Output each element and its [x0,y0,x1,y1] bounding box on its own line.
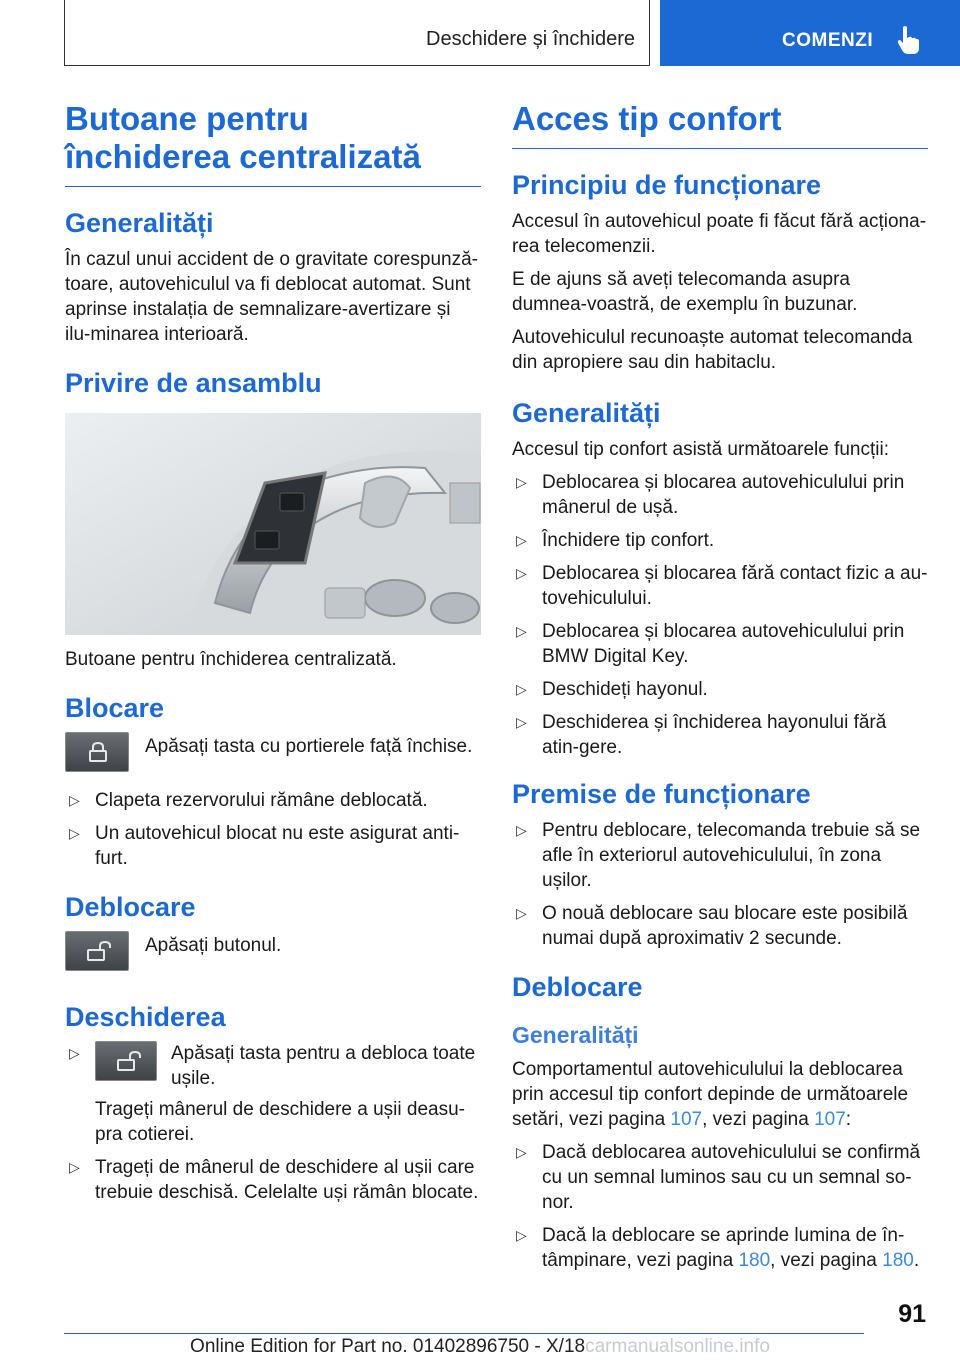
triangle-bullet-icon: ▷ [516,1144,527,1160]
general-text: În cazul unui accident de o gravitate corespunză-toare, autovehiculul va fi deblocat automat. Sunt aprinse instalația de semnalizare-avertizare și ilu-minarea interioară. [65,249,478,345]
page-link-180[interactable]: 180 [882,1250,914,1271]
list-item [65,1041,481,1147]
list-item: ▷ Deschiderea și închiderea hayonului fără atin-gere. [516,712,887,758]
triangle-bullet-icon: ▷ [516,623,527,639]
list-item: ▷ Deblocarea și blocarea fără contact fizic a au-tovehiculului. [516,563,928,609]
triangle-bullet-icon: ▷ [516,822,527,838]
lock-bullets [65,788,481,871]
title-divider [65,186,481,187]
heading-general-comfort: Generalități [512,398,661,428]
list-item: ▷ O nouă deblocare sau blocare este posibilă numai după aproximativ 2 secunde. [516,903,908,949]
page-link-107[interactable]: 107 [670,1109,703,1130]
unlock-settings-text: Comportamentul autovehiculului la deblocarea prin accesul tip confort depinde de următoarele setări, vezi pagina 107, vezi pagina 107: [512,1059,909,1130]
open-step-1: Apăsați tasta pentru a debloca toate ușile. [171,1043,476,1089]
list-item: ▷ Deblocarea și blocarea autovehiculului prin BMW Digital Key. [516,621,905,667]
section-box [64,0,650,66]
list-item: ▷ Pentru deblocare, telecomanda trebuie să se afle în exteriorul autovehiculului, în zona ușilor. [516,820,921,891]
tab-comenzi[interactable] [660,0,960,66]
subheading-general: Generalități [512,1022,639,1048]
tab-label: COMENZI [782,30,874,51]
heading-lock: Blocare [65,693,165,723]
open-step-1-sub: Trageți mânerul de deschidere a ușii deasu-pra cotierei. [95,1099,465,1145]
triangle-bullet-icon: ▷ [516,1227,527,1243]
open-bullets [65,1041,481,1205]
photo-caption: Butoane pentru închiderea centralizată. [65,649,397,670]
list-item: ▷ Clapeta rezervorului rămâne deblocată. [69,790,428,811]
list-item: ▷ Un autovehicul blocat nu este asigurat anti-furt. [69,823,460,869]
heading-unlock-comfort: Deblocare [512,972,643,1002]
section-title-central-locking: Butoane pentru închiderea centralizată [65,100,421,175]
list-item: ▷ Închidere tip confort. [516,530,715,551]
premises-list [512,818,928,951]
page-link-180[interactable]: 180 [738,1250,771,1271]
lock-closed-icon [86,741,110,763]
lock-key-row [65,732,481,774]
heading-unlock: Deblocare [65,892,196,922]
list-item: ▷ Dacă la deblocare se aprinde lumina de în-tâmpinare, vezi pagina 180, vezi pagina 180. [516,1225,920,1271]
door-panel-photo [65,413,481,635]
right-column [512,100,928,1285]
left-column [65,100,481,1217]
footer-edition: Online Edition for Part no. 01402896750 - X/18carmanualsonline.info [190,1336,770,1357]
unlock-key-row [65,931,481,973]
triangle-bullet-icon: ▷ [516,714,527,730]
triangle-bullet-icon: ▷ [69,1159,80,1175]
lock-open-icon [116,1050,142,1072]
triangle-bullet-icon: ▷ [516,905,527,921]
list-item: ▷ Deblocarea și blocarea autovehiculului prin mânerul de ușă. [516,472,905,518]
section-title: Deschidere și închidere [426,28,635,50]
unlock-instruction: Apăsați butonul. [145,935,282,956]
watermark: carmanualsonline.info [585,1336,770,1357]
triangle-bullet-icon: ▷ [69,792,80,808]
triangle-bullet-icon: ▷ [69,1045,80,1061]
lock-button-image [65,732,129,772]
triangle-bullet-icon: ▷ [516,681,527,697]
heading-overview: Privire de ansamblu [65,368,322,398]
triangle-bullet-icon: ▷ [516,474,527,490]
principle-p3: Autovehiculul recunoaște automat telecomanda din apropiere sau din habitaclu. [512,327,913,373]
page-header [0,0,960,66]
unlock-settings-list [512,1140,928,1273]
triangle-bullet-icon: ▷ [516,532,527,548]
general-intro: Accesul tip confort asistă următoarele funcții: [512,439,890,460]
page-link-107[interactable]: 107 [814,1109,846,1130]
triangle-bullet-icon: ▷ [69,825,80,841]
list-item: ▷ Deschideți hayonul. [516,679,708,700]
lock-open-icon [86,940,112,962]
heading-general: Generalități [65,208,214,238]
list-item: ▷ Trageți de mânerul de deschidere al ușii care trebuie deschisă. Celelalte uși rămân blocate. [69,1157,479,1203]
title-divider [512,148,928,149]
triangle-bullet-icon: ▷ [516,565,527,581]
heading-premises: Premise de funcționare [512,779,811,809]
principle-p2: E de ajuns să aveți telecomanda asupra dumnea-voastră, de exemplu în buzunar. [512,269,858,315]
heading-principle: Principiu de funcționare [512,170,822,200]
principle-p1: Accesul în autovehicul poate fi făcut fără acționa-rea telecomenzii. [512,211,927,257]
heading-open: Deschiderea [65,1002,226,1032]
hand-pointer-icon [894,24,922,56]
footer-divider [64,1333,864,1334]
comfort-functions-list [512,470,928,760]
unlock-button-image [65,931,129,971]
list-item: ▷ Dacă deblocarea autovehiculului se confirmă cu un semnal luminos sau cu un semnal so-nor. [516,1142,921,1213]
section-title-comfort-access: Acces tip confort [512,100,782,137]
lock-instruction: Apăsați tasta cu portierele față închise. [145,736,473,757]
unlock-button-image [95,1041,157,1081]
page-number: 91 [898,1300,926,1328]
